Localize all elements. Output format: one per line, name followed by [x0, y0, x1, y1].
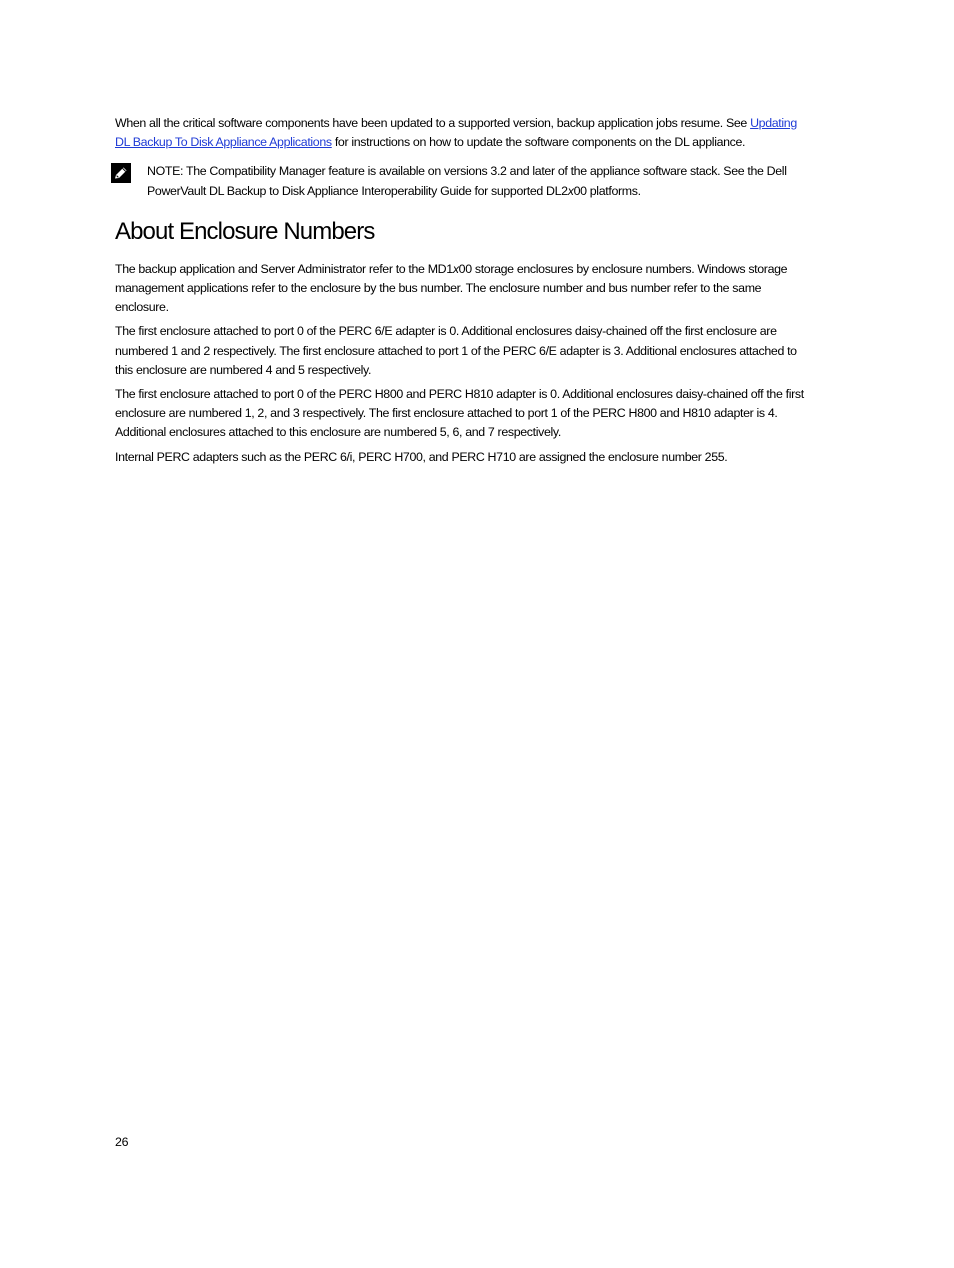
para-1-text-1: The backup application and Server Administrator refer to the MD1: [115, 261, 453, 276]
page-content: [115, 114, 815, 472]
enclosure-paragraph-2: The first enclosure attached to port 0 of the PERC 6/E adapter is 0. Additional enclosures daisy-chained off the first enclosure are numbered 1 and 2 respectively. The first enclosure attached to port 1 of the PERC 6/E adapter is 3. Additional enclosures attached to this enclosure are numbered 4 and 5 respectively.: [115, 324, 797, 377]
intro-text-1: When all the critical software components have been updated to a supported version, backup application jobs resume. See: [115, 116, 751, 130]
pencil-note-icon: [111, 163, 131, 183]
note-block: [115, 162, 815, 200]
intro-paragraph: [115, 114, 815, 152]
updating-applications-link[interactable]: Updating DL Backup To Disk Appliance Applications: [115, 116, 797, 150]
page-number: 26: [115, 1135, 129, 1149]
section-heading: About Enclosure Numbers: [115, 217, 375, 245]
para-1-text-2: 00 storage enclosures by enclosure numbers. Windows storage management applications refer to the enclosure by the bus number. The enclosure number and bus number refer to the same enclosure.: [115, 261, 788, 315]
note-text-2: 00 platforms.: [573, 183, 641, 198]
para-1-text-italic: x: [452, 261, 459, 276]
note-text-italic: x: [567, 183, 574, 198]
note-label: NOTE:: [147, 164, 184, 179]
enclosure-paragraph-3: The first enclosure attached to port 0 of the PERC H800 and PERC H810 adapter is 0. Additional enclosures daisy-chained off the first enclosure are numbered 1, 2, and 3 respectively. The first enclosure attached to port 1 of the PERC H800 and H810 adapter is 4. Additional enclosures attached to this enclosure are numbered 5, 6, and 7 respectively.: [115, 387, 804, 440]
enclosure-paragraph-1: [115, 260, 815, 318]
enclosure-paragraph-4: Internal PERC adapters such as the PERC 6/i, PERC H700, and PERC H710 are assigned the enclosure number 255.: [115, 449, 728, 464]
intro-text-2: for instructions on how to update the software components on the DL appliance.: [331, 135, 746, 150]
note-text-1: The Compatibility Manager feature is available on versions 3.2 and later of the appliance software stack. See the Dell PowerVault DL Backup to Disk Appliance Interoperability Guide for supported DL2: [147, 164, 787, 198]
